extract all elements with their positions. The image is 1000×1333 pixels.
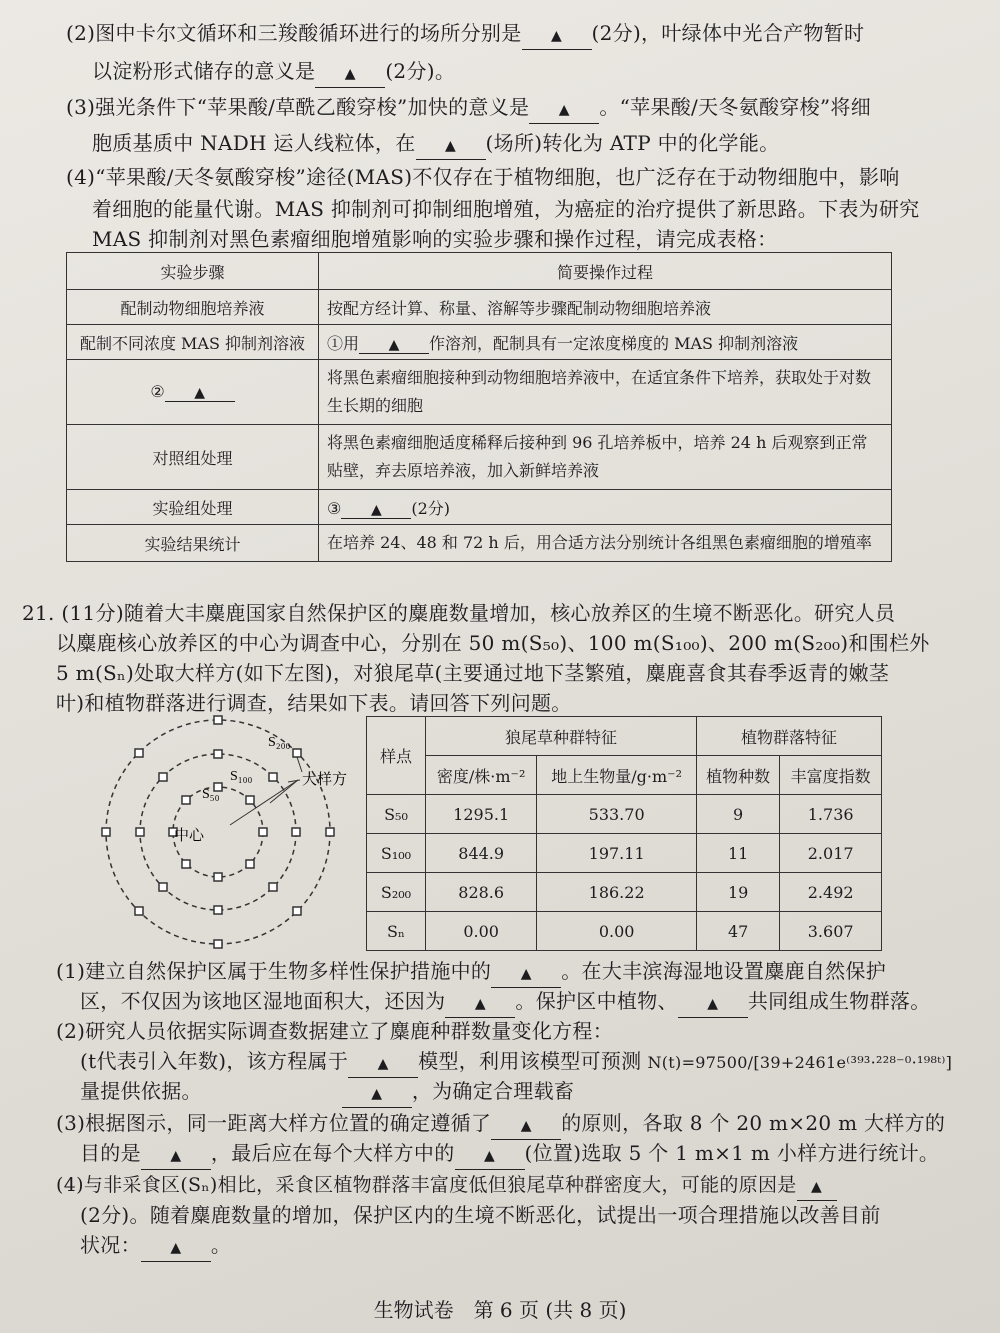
table-row xyxy=(67,325,892,360)
answer-blank xyxy=(522,20,592,50)
header-population: 狼尾草种群特征 xyxy=(426,717,697,756)
density-cell: 828.6 xyxy=(426,873,537,912)
q21-1-text-b: 。在大丰滨海湿地设置麋鹿自然保护 xyxy=(561,959,887,983)
q21-line3: 5 m(Sₙ)处取大样方(如下左图)，对狼尾草(主要通过地下茎繁殖，麋鹿喜食其春季返青的嫩茎 xyxy=(56,661,890,685)
q21-4-line3 xyxy=(80,1232,231,1262)
blank-triangle-icon: ▲ xyxy=(170,1240,182,1256)
q20-3-text: (3)强光条件下“苹果酸/草酰乙酸穿梭”加快的意义是 xyxy=(66,95,530,119)
q21-2-line1 xyxy=(56,1018,613,1044)
answer-blank xyxy=(359,334,429,354)
answer-blank xyxy=(315,58,385,88)
q20-2-text-2b: (2分)。 xyxy=(385,59,456,83)
blank-triangle-icon: ▲ xyxy=(520,966,532,982)
site-cell: Sₙ xyxy=(367,912,426,951)
q20-3-line2 xyxy=(92,130,779,160)
answer-blank xyxy=(678,988,748,1018)
step-cell: 对照组处理 xyxy=(67,425,319,490)
blank-triangle-icon: ▲ xyxy=(377,1056,389,1072)
q21-line4: 叶)和植物群落进行调查，结果如下表。请回答下列问题。 xyxy=(56,691,572,715)
biomass-cell: 197.11 xyxy=(537,834,697,873)
blank-triangle-icon: ▲ xyxy=(474,996,486,1012)
step-cell: 配制不同浓度 MAS 抑制剂溶液 xyxy=(67,325,319,360)
table-row xyxy=(67,490,892,525)
procedure-cell: 将黑色素瘤细胞适度稀释后接种到 96 孔培养板中，培养 24 h 后观察到正常贴壁，弃去原培养液，加入新鲜培养液 xyxy=(319,425,892,490)
procedure-cell: 按配方经计算、称量、溶解等步骤配制动物细胞培养液 xyxy=(319,290,892,325)
header-community: 植物群落特征 xyxy=(696,717,881,756)
answer-blank xyxy=(141,1232,211,1262)
q20-2-line1 xyxy=(66,20,864,50)
q21-3-text: (3)根据图示，同一距离大样方位置的确定遵循了 xyxy=(56,1111,492,1135)
answer-blank xyxy=(416,130,486,160)
blank-triangle-icon: ▲ xyxy=(811,1179,823,1195)
label-center: 中心 xyxy=(174,826,205,844)
q20-3-text-2b: (场所)转化为 ATP 中的化学能。 xyxy=(485,131,780,155)
table-row xyxy=(367,834,882,873)
q21-3-text-b: 的原则，各取 8 个 20 m×20 m 大样方的 xyxy=(561,1111,946,1135)
blank-triangle-icon: ▲ xyxy=(445,138,457,154)
q21-line1: 21. (11分)随着大丰麋鹿国家自然保护区的麋鹿数量增加，核心放养区的生境不断恶化。研究人员 xyxy=(22,601,896,625)
blank-triangle-icon: ▲ xyxy=(550,28,563,44)
table-row xyxy=(67,290,892,325)
answer-blank xyxy=(141,1140,211,1170)
q21-3-text-2: 目的是 xyxy=(80,1141,141,1165)
q21-1-line1 xyxy=(56,958,886,988)
label-s50: S₅₀ xyxy=(202,787,220,802)
procedure-text-b: (2分) xyxy=(411,498,451,518)
table-row xyxy=(67,525,892,562)
q20-2-line2 xyxy=(92,58,455,88)
q21-2-text-3: 量提供依据。 xyxy=(80,1079,202,1103)
procedure-cell: 将黑色素瘤细胞接种到动物细胞培养液中，在适宜条件下培养，获取处于对数生长期的细胞 xyxy=(319,360,892,425)
table-row xyxy=(367,912,882,951)
sampling-diagram xyxy=(70,712,360,952)
q20-2-text: (2)图中卡尔文循环和三羧酸循环进行的场所分别是 xyxy=(66,21,522,45)
q21-4-text: (4)与非采食区(Sₙ)相比，采食区植物群落丰富度低但狼尾草种群密度大，可能的原因是 xyxy=(56,1174,797,1196)
header-species: 植物种数 xyxy=(696,756,779,795)
site-cell: S₁₀₀ xyxy=(367,834,426,873)
label-s200: S₂₀₀ xyxy=(268,735,291,750)
step-cell: 实验结果统计 xyxy=(67,525,319,562)
density-cell: 1295.1 xyxy=(426,795,537,834)
answer-blank xyxy=(165,382,235,402)
blank-triangle-icon: ▲ xyxy=(344,66,356,82)
site-cell: S₅₀ xyxy=(367,795,426,834)
q20-3-line1 xyxy=(66,94,871,124)
q20-3-text-2: 胞质基质中 NADH 运人线粒体，在 xyxy=(92,131,416,155)
blank-triangle-icon: ▲ xyxy=(483,1148,496,1164)
q20-2-text-b: (2分)，叶绿体中光合产物暂时 xyxy=(591,21,865,45)
site-cell: S₂₀₀ xyxy=(367,873,426,912)
q21-1-text-2b: 。保护区中植物、 xyxy=(515,989,678,1013)
q20-4-line1: (4)“苹果酸/天冬氨酸穿梭”途径(MAS)不仅存在于植物细胞，也广泛存在于动物细胞中，影响 xyxy=(66,165,900,189)
blank-triangle-icon: ▲ xyxy=(371,1086,383,1102)
header-site: 样点 xyxy=(367,717,426,795)
q21-4-line1 xyxy=(56,1172,837,1201)
header-procedure: 简要操作过程 xyxy=(319,253,892,290)
blank-triangle-icon: ▲ xyxy=(370,501,382,518)
q21-4-line2: (2分)。随着麋鹿数量的增加，保护区内的生境不断恶化，试提出一项合理措施以改善目前 xyxy=(80,1203,881,1227)
answer-blank xyxy=(491,958,561,988)
biomass-cell: 186.22 xyxy=(537,873,697,912)
survey-results-table xyxy=(366,716,882,951)
label-big-quadrat: 大样方 xyxy=(302,770,348,788)
header-step: 实验步骤 xyxy=(67,253,319,290)
q21-3-line1 xyxy=(56,1110,945,1140)
q21-1-line2 xyxy=(80,988,931,1018)
procedure-text: ①用 xyxy=(327,333,360,353)
procedure-text: ③ xyxy=(327,498,342,518)
q21-1-text-2c: 共同组成生物群落。 xyxy=(747,989,931,1013)
header-biomass: 地上生物量/g·m⁻² xyxy=(537,756,697,795)
q20-3-text-b: 。“苹果酸/天冬氨酸穿梭”将细 xyxy=(599,95,872,119)
step-cell: 配制动物细胞培养液 xyxy=(67,290,319,325)
blank-triangle-icon: ▲ xyxy=(707,996,719,1012)
procedure-cell xyxy=(319,325,892,360)
header-richness: 丰富度指数 xyxy=(780,756,882,795)
procedure-cell xyxy=(319,490,892,525)
table-header-row xyxy=(367,717,882,756)
blank-triangle-icon: ▲ xyxy=(558,102,570,118)
q21-2-text-2: (t代表引入年数)，该方程属于 xyxy=(80,1049,349,1073)
q21-2-text-2b: 模型，利用该模型可预测 xyxy=(418,1049,642,1073)
label-s100: S₁₀₀ xyxy=(230,769,253,784)
table-header-row xyxy=(67,253,892,290)
step-cell xyxy=(67,360,319,425)
answer-blank xyxy=(491,1110,561,1140)
table-header-row xyxy=(367,756,882,795)
richness-cell: 2.017 xyxy=(780,834,882,873)
answer-blank xyxy=(341,499,411,519)
q21-2-text-3b: ，为确定合理载畜 xyxy=(411,1079,575,1103)
procedure-text-b: 作溶剂，配制具有一定浓度梯度的 MAS 抑制剂溶液 xyxy=(429,333,799,353)
q20-4-line2: 着细胞的能量代谢。MAS 抑制剂可抑制细胞增殖，为癌症的治疗提供了新思路。下表为研究 xyxy=(92,197,920,221)
q21-1-text-2: 区，不仅因为该地区湿地面积大，还因为 xyxy=(80,989,446,1013)
answer-blank xyxy=(529,94,599,124)
answer-blank xyxy=(348,1048,418,1078)
species-cell: 19 xyxy=(696,873,779,912)
q21-3-text-2b: ，最后应在每个大样方中的 xyxy=(210,1141,455,1165)
table-row xyxy=(67,360,892,425)
q20-4-line3: MAS 抑制剂对黑色素瘤细胞增殖影响的实验步骤和操作过程，请完成表格： xyxy=(92,227,778,251)
density-cell: 844.9 xyxy=(426,834,537,873)
richness-cell: 2.492 xyxy=(780,873,882,912)
procedure-cell: 在培养 24、48 和 72 h 后，用合适方法分别统计各组黑色素瘤细胞的增殖率 xyxy=(319,525,892,562)
table-row xyxy=(367,795,882,834)
answer-blank xyxy=(445,988,515,1018)
header-density: 密度/株·m⁻² xyxy=(426,756,537,795)
q21-2-text: (2)研究人员依据实际调查数据建立了麋鹿种群数量变化方程： xyxy=(56,1019,614,1043)
richness-cell: 1.736 xyxy=(780,795,882,834)
biomass-cell: 0.00 xyxy=(537,912,697,951)
blank-triangle-icon: ▲ xyxy=(388,336,400,353)
q21-2-line3 xyxy=(80,1078,574,1108)
q21-2-line2 xyxy=(80,1048,952,1078)
step-cell: 实验组处理 xyxy=(67,490,319,525)
table-row xyxy=(367,873,882,912)
q21-3-text-2c: (位置)选取 5 个 1 m×1 m 小样方进行统计。 xyxy=(524,1141,940,1165)
blank-triangle-icon: ▲ xyxy=(170,1148,182,1164)
blank-triangle-icon: ▲ xyxy=(194,385,206,401)
blank-triangle-icon: ▲ xyxy=(520,1118,532,1134)
species-cell: 11 xyxy=(696,834,779,873)
q21-3-line2 xyxy=(80,1140,939,1170)
species-cell: 47 xyxy=(696,912,779,951)
q21-4-text-3b: 。 xyxy=(210,1233,232,1257)
table-row xyxy=(67,425,892,490)
q21-line2: 以麋鹿核心放养区的中心为调查中心，分别在 50 m(S₅₀)、100 m(S₁₀₀)、200 m(S₂₀₀)和围栏外 xyxy=(56,631,930,655)
answer-blank xyxy=(797,1172,837,1201)
quadrat-squares xyxy=(102,716,334,948)
q20-2-text-2: 以淀粉形式储存的意义是 xyxy=(92,59,316,83)
experiment-steps-table xyxy=(66,252,892,562)
q21-1-text: (1)建立自然保护区属于生物多样性保护措施中的 xyxy=(56,959,492,983)
density-cell: 0.00 xyxy=(426,912,537,951)
species-cell: 9 xyxy=(696,795,779,834)
richness-cell: 3.607 xyxy=(780,912,882,951)
step-text: ② xyxy=(150,382,165,401)
q21-4-text-3: 状况： xyxy=(80,1233,141,1257)
answer-blank xyxy=(455,1140,525,1170)
biomass-cell: 533.70 xyxy=(537,795,697,834)
page-footer: 生物试卷 第 6 页 (共 8 页) xyxy=(373,1298,627,1322)
answer-blank xyxy=(342,1078,412,1108)
population-formula: N(t)=97500/[39+2461e⁽³⁹³·²²⁸⁻⁰·¹⁹⁸ᵗ⁾] xyxy=(647,1053,953,1072)
